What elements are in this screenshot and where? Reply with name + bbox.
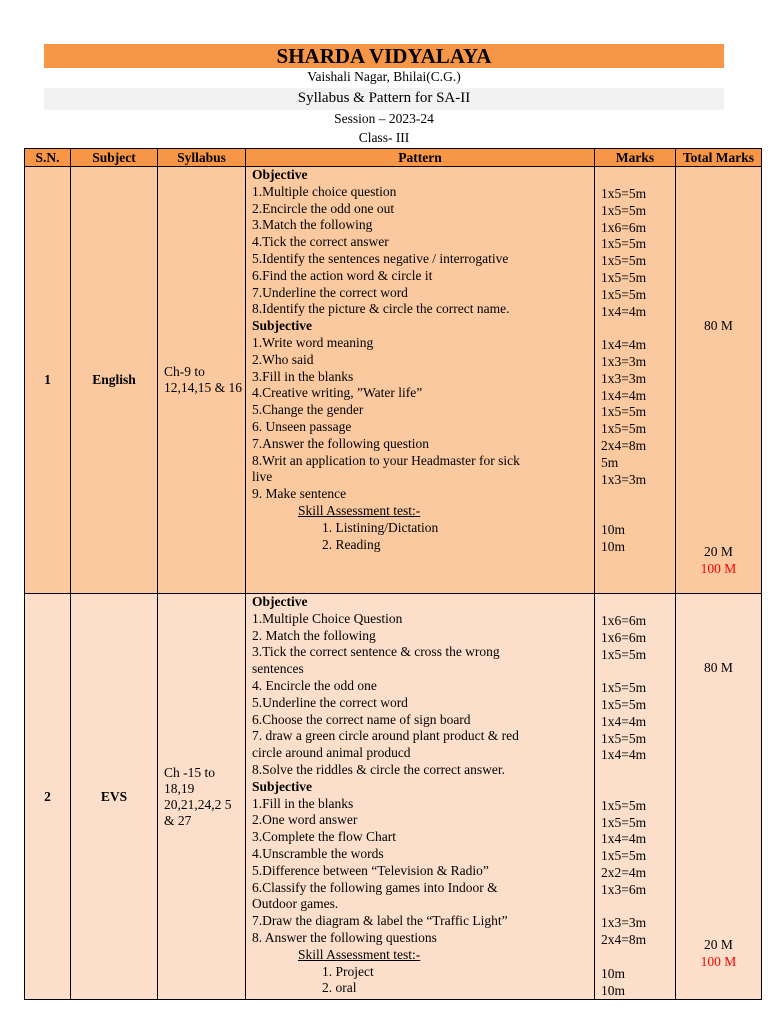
- marks-item: 1x3=6m: [601, 881, 647, 897]
- marks-item: 1x3=3m: [601, 353, 647, 369]
- pattern-item: 4.Tick the correct answer: [252, 234, 389, 250]
- table-header-row: [25, 149, 762, 167]
- marks-item: 1x5=5m: [601, 730, 647, 746]
- pattern-item: 7.Underline the correct word: [252, 284, 408, 300]
- cell-syllabus: Ch -15 to 18,19 20,21,24,2 5 & 27: [158, 594, 246, 1000]
- marks-item: 1x5=5m: [601, 797, 647, 813]
- objective-marks: [601, 186, 675, 320]
- pattern-item: circle around animal producd: [252, 745, 411, 761]
- pattern-item: 1.Write word meaning: [252, 334, 374, 350]
- cell-sn: 2: [25, 594, 71, 1000]
- pattern-item: 3.Fill in the blanks: [252, 368, 354, 384]
- marks-item: 1x5=5m: [601, 421, 647, 437]
- pattern-item: 8.Solve the riddles & circle the correct answer.: [252, 761, 506, 777]
- cell-pattern: [246, 594, 595, 1000]
- pattern-item: 5.Change the gender: [252, 402, 364, 418]
- pattern-item: 7.Draw the diagram & label the “Traffic Light”: [252, 913, 508, 929]
- marks-item: 1x5=5m: [601, 286, 647, 302]
- marks-item: 2x4=8m: [601, 932, 647, 948]
- marks-item: [601, 764, 675, 781]
- cell-pattern: [246, 167, 595, 594]
- pattern-item: 5.Difference between “Television & Radio”: [252, 862, 489, 878]
- pattern-item: Outdoor games.: [252, 896, 339, 912]
- marks-spacer: [601, 949, 675, 966]
- school-name: SHARDA VIDYALAYA: [44, 44, 724, 68]
- document-subtitle: Syllabus & Pattern for SA-II: [44, 88, 724, 110]
- pattern-item: 2.One word answer: [252, 812, 358, 828]
- cell-syllabus: Ch-9 to 12,14,15 & 16: [158, 167, 246, 594]
- marks-item: 10m: [601, 538, 626, 554]
- objective-label: Objective: [252, 167, 308, 182]
- col-header-total-marks: Total Marks: [676, 149, 762, 167]
- marks-item: 1x5=5m: [601, 186, 647, 201]
- marks-item: 1x5=5m: [601, 646, 647, 662]
- cell-subject: English: [71, 167, 158, 594]
- cell-total-marks: [676, 167, 762, 594]
- marks-item: 1x6=6m: [601, 219, 647, 235]
- pattern-item: live: [252, 469, 273, 485]
- skill-item: 1. Project: [322, 963, 374, 979]
- marks-item: 1x6=6m: [601, 629, 647, 645]
- pattern-item: 1.Fill in the blanks: [252, 795, 354, 811]
- marks-item: 1x3=3m: [601, 370, 647, 386]
- marks-item: 1x5=5m: [601, 253, 647, 269]
- pattern-item: 3.Complete the flow Chart: [252, 829, 396, 845]
- marks-item: 1x6=6m: [601, 613, 647, 628]
- col-header-sn: S.N.: [25, 149, 71, 167]
- pattern-item: 6.Find the action word & circle it: [252, 267, 433, 283]
- subjective-label: Subjective: [252, 778, 312, 794]
- marks-item: 1x5=5m: [601, 814, 647, 830]
- marks-item: 1x4=4m: [601, 747, 647, 763]
- skill-item: 2. oral: [322, 980, 357, 996]
- col-header-syllabus: Syllabus: [158, 149, 246, 167]
- total-skill: 20 M: [704, 936, 733, 952]
- marks-item: 1x4=4m: [601, 387, 647, 403]
- class-line: Class- III: [358, 130, 410, 145]
- marks-item: [601, 663, 675, 680]
- marks-item: 1x5=5m: [601, 696, 647, 712]
- marks-item: 1x5=5m: [601, 848, 647, 864]
- marks-item: 1x5=5m: [601, 404, 647, 420]
- pattern-item: 1.Multiple Choice Question: [252, 610, 403, 626]
- skill-assessment-label: Skill Assessment test:-: [298, 502, 421, 518]
- marks-spacer: [601, 505, 675, 522]
- pattern-item: 4. Encircle the odd one: [252, 677, 377, 693]
- marks-item: 1x4=4m: [601, 713, 647, 729]
- pattern-item: 5.Identify the sentences negative / interrogative: [252, 250, 509, 266]
- school-address: Vaishali Nagar, Bhilai(C.G.): [307, 69, 461, 84]
- marks-item: 2x2=4m: [601, 864, 647, 880]
- skill-item: 1. Listining/Dictation: [322, 519, 439, 535]
- pattern-item: 8.Identify the picture & circle the correct name.: [252, 301, 510, 317]
- pattern-item: 7. draw a green circle around plant product & red: [252, 728, 519, 744]
- cell-marks: [595, 167, 676, 594]
- marks-item: 10m: [601, 521, 626, 537]
- pattern-item: 4.Unscramble the words: [252, 845, 384, 861]
- pattern-item: 6. Unseen passage: [252, 418, 352, 434]
- marks-item: 1x4=4m: [601, 337, 647, 353]
- table-row: [25, 594, 762, 1000]
- pattern-item: 8. Answer the following questions: [252, 929, 437, 945]
- cell-total-marks: [676, 594, 762, 1000]
- marks-item: 1x5=5m: [601, 236, 647, 252]
- marks-item: 1x5=5m: [601, 269, 647, 285]
- total-theory: 80 M: [704, 318, 733, 333]
- pattern-item: 3.Match the following: [252, 217, 373, 233]
- syllabus-table: [24, 148, 762, 1000]
- marks-item: [601, 899, 675, 916]
- pattern-item: 8.Writ an application to your Headmaster for sick: [252, 452, 520, 468]
- cell-sn: 1: [25, 167, 71, 594]
- total-skill: 20 M: [704, 543, 733, 559]
- col-header-pattern: Pattern: [246, 149, 595, 167]
- cell-marks: [595, 594, 676, 1000]
- pattern-item: 9. Make sentence: [252, 486, 347, 502]
- subjective-label: Subjective: [252, 318, 312, 334]
- cell-subject: EVS: [71, 594, 158, 1000]
- table-row: [25, 167, 762, 594]
- marks-item: 10m: [601, 965, 626, 981]
- pattern-item: 1.Multiple choice question: [252, 183, 397, 199]
- pattern-item: 2.Who said: [252, 351, 314, 367]
- marks-item: 1x4=4m: [601, 831, 647, 847]
- pattern-item: 2. Match the following: [252, 627, 376, 643]
- marks-item: 1x3=3m: [601, 471, 647, 487]
- pattern-item: 6.Classify the following games into Indoor &: [252, 879, 498, 895]
- total-overall: 100 M: [700, 560, 737, 576]
- pattern-item: 7.Answer the following question: [252, 435, 429, 451]
- skill-item: 2. Reading: [322, 536, 381, 552]
- marks-item: 1x4=4m: [601, 303, 647, 319]
- marks-item: 1x5=5m: [601, 202, 647, 218]
- total-overall: 100 M: [700, 953, 737, 969]
- pattern-item: 4.Creative writing, ”Water life”: [252, 385, 423, 401]
- marks-spacer: [601, 320, 675, 337]
- marks-spacer: [601, 781, 675, 798]
- skill-assessment-label: Skill Assessment test:-: [298, 946, 421, 962]
- session-line: Session – 2023-24: [334, 111, 434, 126]
- marks-item: 10m: [601, 982, 626, 998]
- pattern-item: 2.Encircle the odd one out: [252, 200, 395, 216]
- objective-label: Objective: [252, 594, 308, 609]
- marks-item: [601, 488, 675, 505]
- objective-marks: [601, 613, 675, 781]
- col-header-subject: Subject: [71, 149, 158, 167]
- col-header-marks: Marks: [595, 149, 676, 167]
- marks-item: 2x4=8m: [601, 437, 647, 453]
- marks-item: 1x3=3m: [601, 915, 647, 931]
- total-theory: 80 M: [704, 660, 733, 675]
- marks-item: 5m: [601, 454, 619, 470]
- pattern-item: sentences: [252, 661, 304, 677]
- marks-item: 1x5=5m: [601, 680, 647, 696]
- pattern-item: 5.Underline the correct word: [252, 694, 408, 710]
- pattern-item: 6.Choose the correct name of sign board: [252, 711, 471, 727]
- pattern-item: 3.Tick the correct sentence & cross the wrong: [252, 644, 500, 660]
